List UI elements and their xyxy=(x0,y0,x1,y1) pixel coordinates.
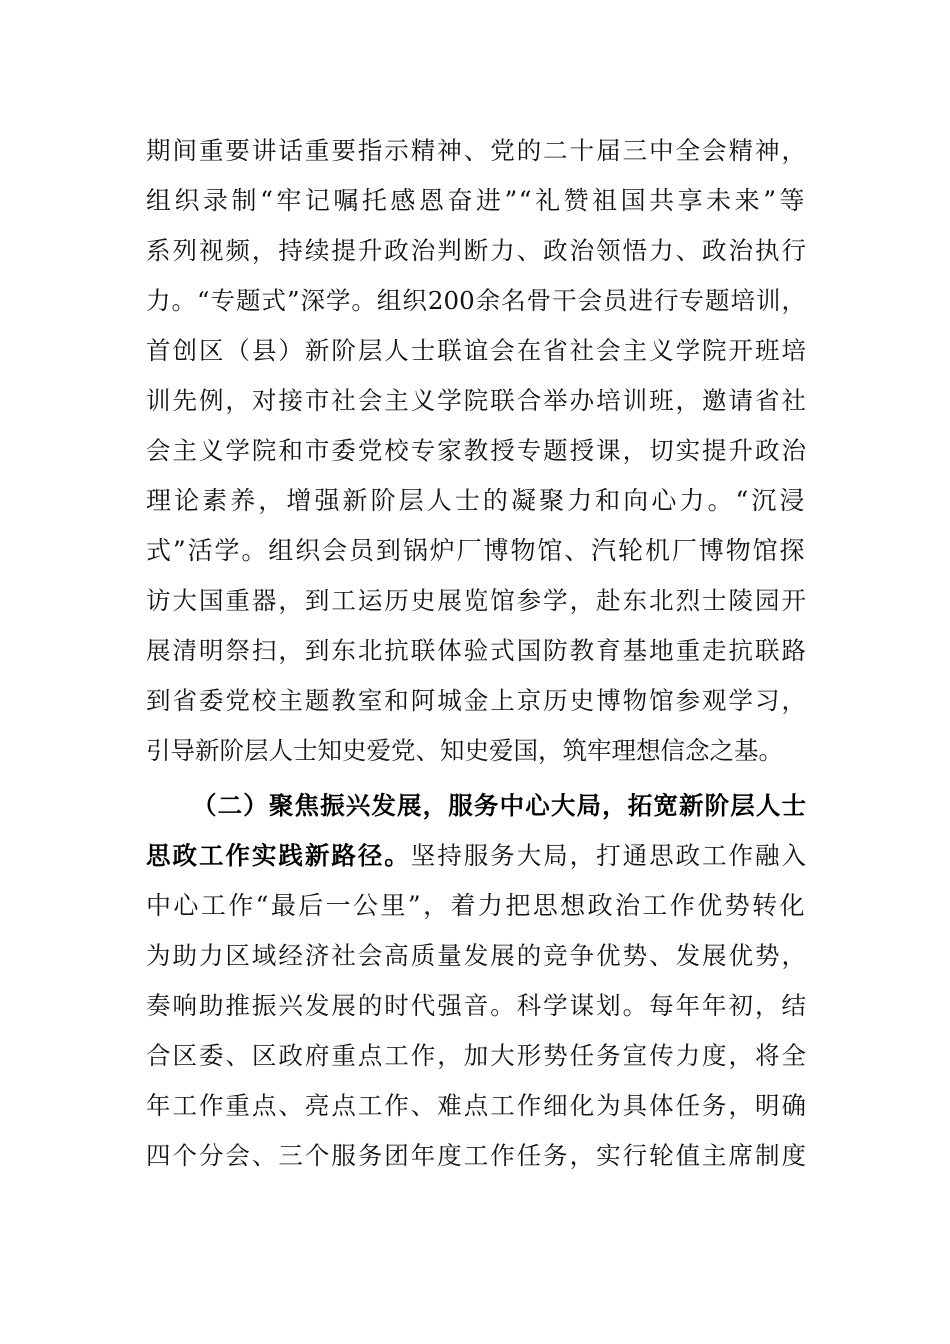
section-heading-end: 思政工作实践新路径。 xyxy=(146,841,411,870)
body-paragraph-2 xyxy=(146,781,806,1181)
text-line: 中心工作“最后一公里”，着力把思想政治工作优势转化 xyxy=(146,891,806,920)
text-line-mixed xyxy=(146,831,806,881)
section-heading-line: （二）聚焦振兴发展，服务中心大局，拓宽新阶层人士 xyxy=(192,791,806,820)
text-line: 会主义学院和市委党校专家教授专题授课，切实提升政治 xyxy=(146,436,806,465)
text-line: 组织录制“牢记嘱托感恩奋进”“礼赞祖国共享未来”等 xyxy=(146,186,806,215)
text-line: 到省委党校主题教室和阿城金上京历史博物馆参观学习， xyxy=(146,686,806,715)
text-line: 理论素养，增强新阶层人士的凝聚力和向心力。“沉浸 xyxy=(146,486,806,515)
text-line: 引导新阶层人士知史爱党、知史爱国，筑牢理想信念之基。 xyxy=(146,736,783,765)
body-paragraph-1 xyxy=(146,126,806,776)
text-run: 坚持服务大局，打通思政工作融入 xyxy=(410,841,806,870)
text-line: 系列视频，持续提升政治判断力、政治领悟力、政治执行 xyxy=(146,236,806,265)
text-line: 展清明祭扫，到东北抗联体验式国防教育基地重走抗联路 xyxy=(146,636,806,665)
text-line: 力。“专题式”深学。组织200余名骨干会员进行专题培训， xyxy=(146,286,806,315)
text-line: 年工作重点、亮点工作、难点工作细化为具体任务，明确 xyxy=(146,1091,806,1120)
text-line: 奏响助推振兴发展的时代强音。科学谋划。每年年初，结 xyxy=(146,991,806,1020)
text-line: 首创区（县）新阶层人士联谊会在省社会主义学院开班培 xyxy=(146,336,806,365)
text-line: 合区委、区政府重点工作，加大形势任务宣传力度，将全 xyxy=(146,1041,806,1070)
text-line: 期间重要讲话重要指示精神、党的二十届三中全会精神， xyxy=(146,136,806,165)
text-line: 访大国重器，到工运历史展览馆参学，赴东北烈士陵园开 xyxy=(146,586,806,615)
text-line: 为助力区域经济社会高质量发展的竞争优势、发展优势， xyxy=(146,941,806,970)
text-line: 式”活学。组织会员到锅炉厂博物馆、汽轮机厂博物馆探 xyxy=(146,536,806,565)
text-line: 训先例，对接市社会主义学院联合举办培训班，邀请省社 xyxy=(146,386,806,415)
text-line: 四个分会、三个服务团年度工作任务，实行轮值主席制度 xyxy=(146,1141,806,1170)
